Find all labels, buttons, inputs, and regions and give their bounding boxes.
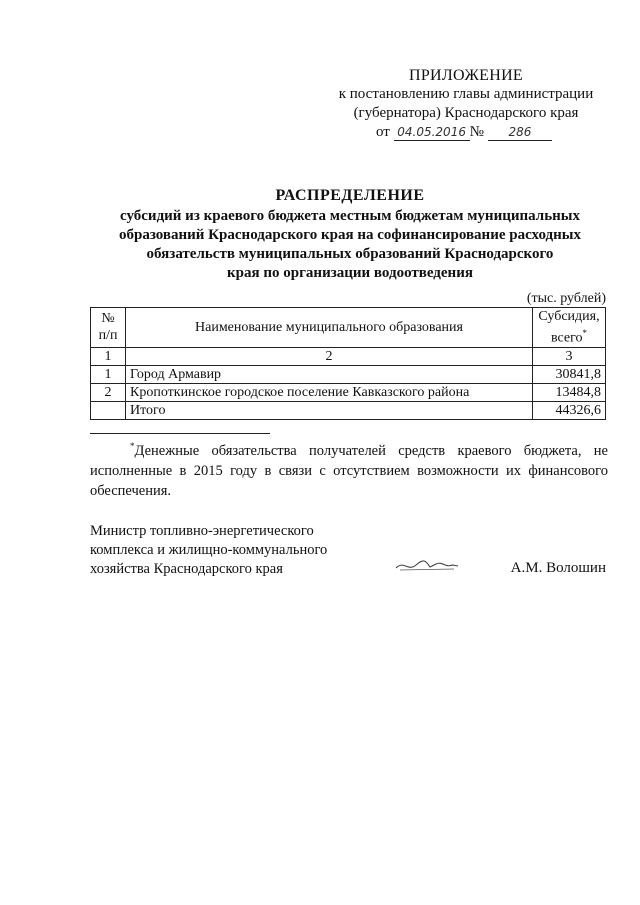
date-prefix: от <box>376 124 390 140</box>
handwritten-signature <box>392 554 462 576</box>
row-name: Кропоткинское городское поселение Кавказского района <box>126 383 533 401</box>
title-heading: РАСПРЕДЕЛЕНИЕ <box>275 187 425 204</box>
number-field <box>488 125 552 141</box>
row-value: 30841,8 <box>533 365 606 383</box>
table-row <box>91 365 606 383</box>
document-title <box>90 186 610 283</box>
subsidy-header-label: Субсидия, всего <box>538 309 600 346</box>
footnote-mark: * <box>130 441 135 451</box>
row-name: Город Армавир <box>126 365 533 383</box>
col-header-num: № п/п <box>91 308 126 348</box>
row-value: 44326,6 <box>533 401 606 419</box>
handwritten-number: 286 <box>508 125 532 139</box>
row-num: 1 <box>91 365 126 383</box>
title-line-3: обязательств муниципальных образований Краснодарского <box>146 246 554 262</box>
col-header-name: Наименование муниципального образования <box>126 308 533 348</box>
signatory-position <box>90 522 327 579</box>
date-number-line <box>336 123 596 142</box>
footnote-text: Денежные обязательства получателей средств краевого бюджета, не исполненные в 2015 году в связи с отсутствием возможности их финансового обеспечения. <box>90 442 608 499</box>
title-line-2: образований Краснодарского края на софинансирование расходных <box>118 227 581 243</box>
appendix-header <box>336 66 596 142</box>
table-row <box>91 383 606 401</box>
row-num: 2 <box>91 383 126 401</box>
column-number: 1 <box>91 347 126 365</box>
position-line-2: комплекса и жилищно-коммунального <box>90 542 328 558</box>
total-row <box>91 401 606 419</box>
table-header-row <box>91 308 606 348</box>
position-line-1: Министр топливно-энергетического <box>90 523 314 539</box>
row-name: Итого <box>126 401 533 419</box>
column-number: 2 <box>126 347 533 365</box>
column-numbering-row <box>91 347 606 365</box>
appendix-title: ПРИЛОЖЕНИЕ <box>408 67 523 84</box>
title-line-4: края по организации водоотведения <box>227 265 473 281</box>
footnote <box>90 436 608 501</box>
col-header-subsidy <box>533 308 606 348</box>
signatory-name: А.М. Волошин <box>510 560 606 576</box>
footnote-divider <box>90 433 270 434</box>
title-line-1: субсидий из краевого бюджета местным бюджетам муниципальных <box>120 208 580 224</box>
subsidy-footnote-mark: * <box>582 328 588 338</box>
position-line-3: хозяйства Краснодарского края <box>90 561 283 577</box>
column-number: 3 <box>533 347 606 365</box>
handwritten-date: 04.05.2016 <box>397 125 466 139</box>
subsidy-table <box>90 307 606 420</box>
units-label: (тыс. рублей) <box>526 291 606 306</box>
row-num <box>91 401 126 419</box>
appendix-line-1: к постановлению главы администрации <box>338 86 594 102</box>
date-field <box>394 125 470 141</box>
number-prefix: № <box>469 124 484 140</box>
row-value: 13484,8 <box>533 383 606 401</box>
appendix-line-2: (губернатора) Краснодарского края <box>353 105 579 121</box>
